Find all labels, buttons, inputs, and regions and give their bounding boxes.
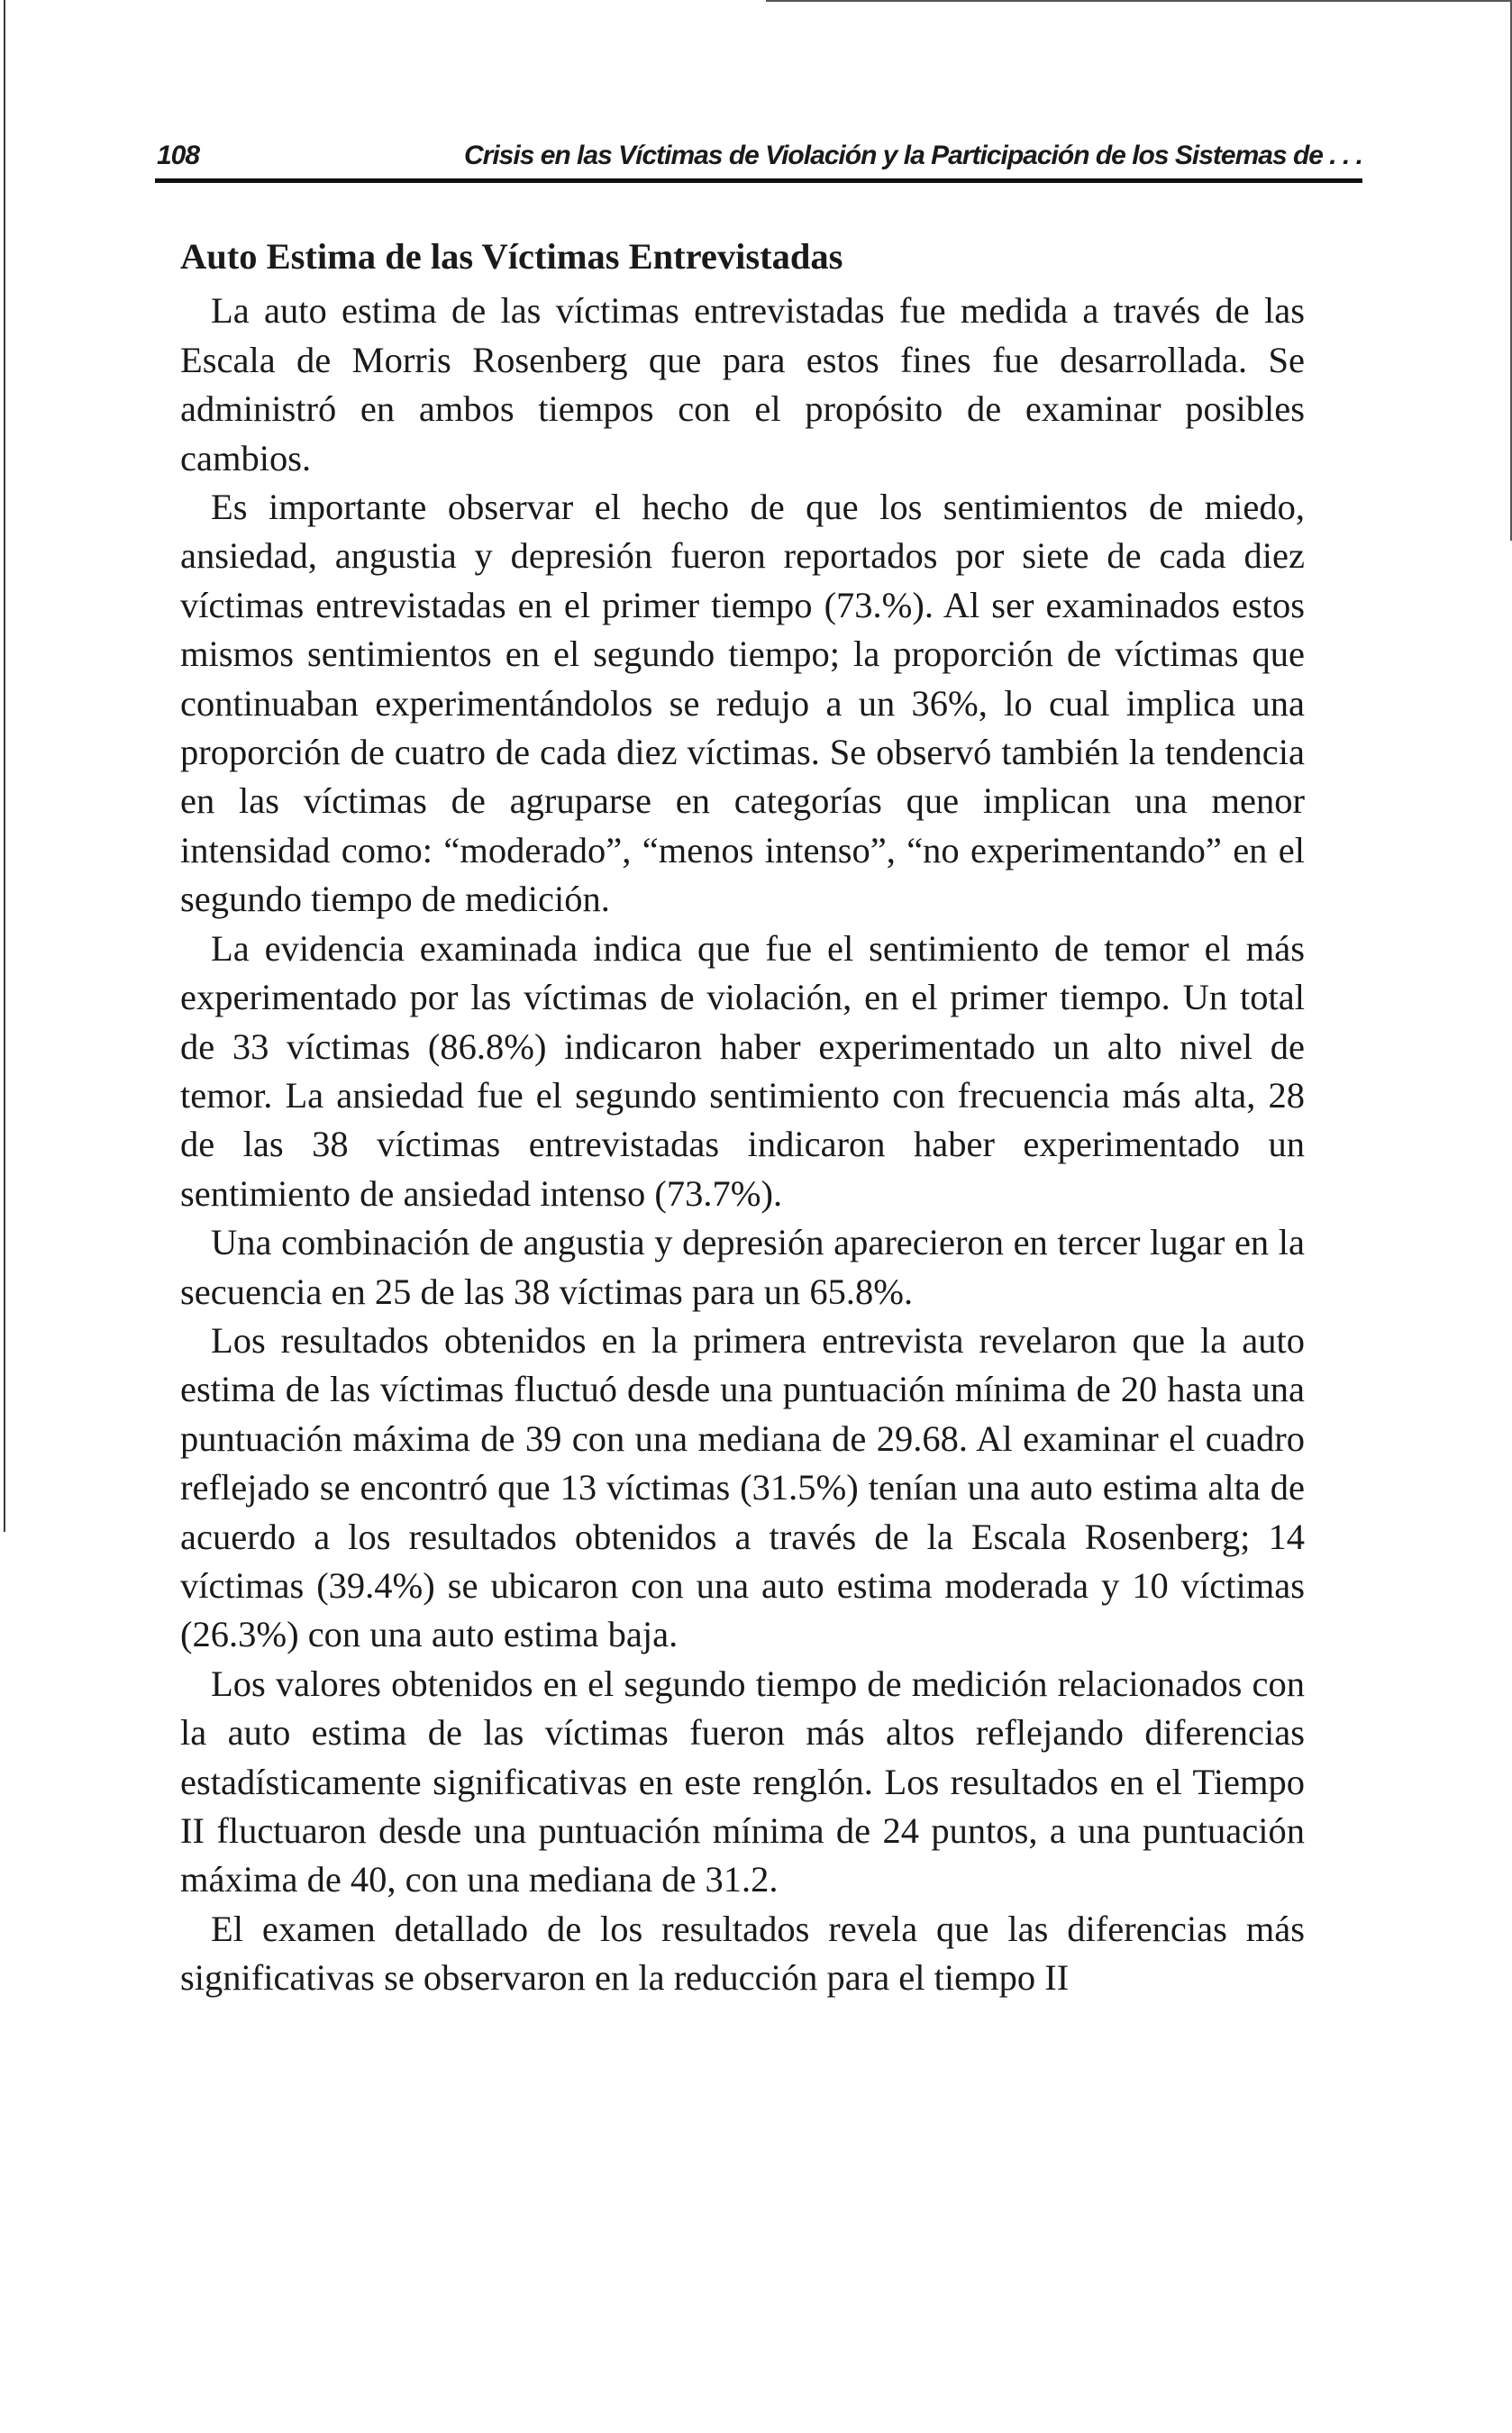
paragraph: La auto estima de las víctimas entrevistadas fue medida a través de las Escala de Morris Rosenberg que para estos fines fue desarrollada. Se administró en ambos tiempos con el propósito de examinar posibles cambios. <box>180 290 1305 478</box>
paragraph: Los resultados obtenidos en la primera entrevista revelaron que la auto estima de las víctimas fluctuó desde una puntuación mínima de 20 hasta una puntuación máxima de 39 con una mediana de 29.68. Al examinar el cuadro reflejado se encontró que 13 víctimas (31.5%) tenían una auto estima alta de acuerdo a los resultados obtenidos a través de la Escala Rosenberg; 14 víctimas (39.4%) se ubicaron con una auto estima moderada y 10 víctimas (26.3%) con una auto estima baja. <box>180 1319 1305 1655</box>
paragraph: La evidencia examinada indica que fue el sentimiento de temor el más experimentado por las víctimas de violación, en el primer tiempo. Un total de 33 víctimas (86.8%) indicaron haber experimentado un alto nivel de temor. La ansiedad fue el segundo sentimiento con frecuencia más alta, 28 de las 38 víctimas entrevistadas indicaron haber experimentado un sentimiento de ansiedad intenso (73.7%). <box>180 927 1305 1214</box>
page-body <box>180 232 1305 2003</box>
running-header <box>155 137 1362 177</box>
paragraph: Los valores obtenidos en el segundo tiempo de medición relacionados con la auto estima de las víctimas fueron más altos reflejando diferencias estadísticamente significativas en este renglón. Los resultados en el Tiempo II fluctuaron desde una puntuación mínima de 24 puntos, a una puntuación máxima de 40, con una mediana de 31.2. <box>180 1663 1305 1900</box>
paragraph: El examen detallado de los resultados revela que las diferencias más significativas se observaron en la reducción para el tiempo II <box>180 1908 1305 1999</box>
scan-border-left <box>4 0 5 1532</box>
running-title: Crisis en las Víctimas de Violación y la Participación de los Sistemas de . . . <box>464 141 1362 170</box>
section-heading: Auto Estima de las Víctimas Entrevistadas <box>180 236 843 277</box>
scan-border-top <box>766 0 1512 2</box>
page-number: 108 <box>157 141 200 170</box>
header-rule <box>155 178 1362 183</box>
paragraph: Es importante observar el hecho de que los sentimientos de miedo, ansiedad, angustia y depresión fueron reportados por siete de cada diez víctimas entrevistadas en el primer tiempo (73.%). Al ser examinados estos mismos sentimientos en el segundo tiempo; la proporción de víctimas que continuaban experimentándolos se redujo a un 36%, lo cual implica una proporción de cuatro de cada diez víctimas. Se observó también la tendencia en las víctimas de agruparse en categorías que implican una menor intensidad como: “moderado”, “menos intenso”, “no experimentando” en el segundo tiempo de medición. <box>180 487 1305 920</box>
paragraph: Una combinación de angustia y depresión aparecieron en tercer lugar en la secuencia en 25 de las 38 víctimas para un 65.8%. <box>180 1222 1305 1312</box>
